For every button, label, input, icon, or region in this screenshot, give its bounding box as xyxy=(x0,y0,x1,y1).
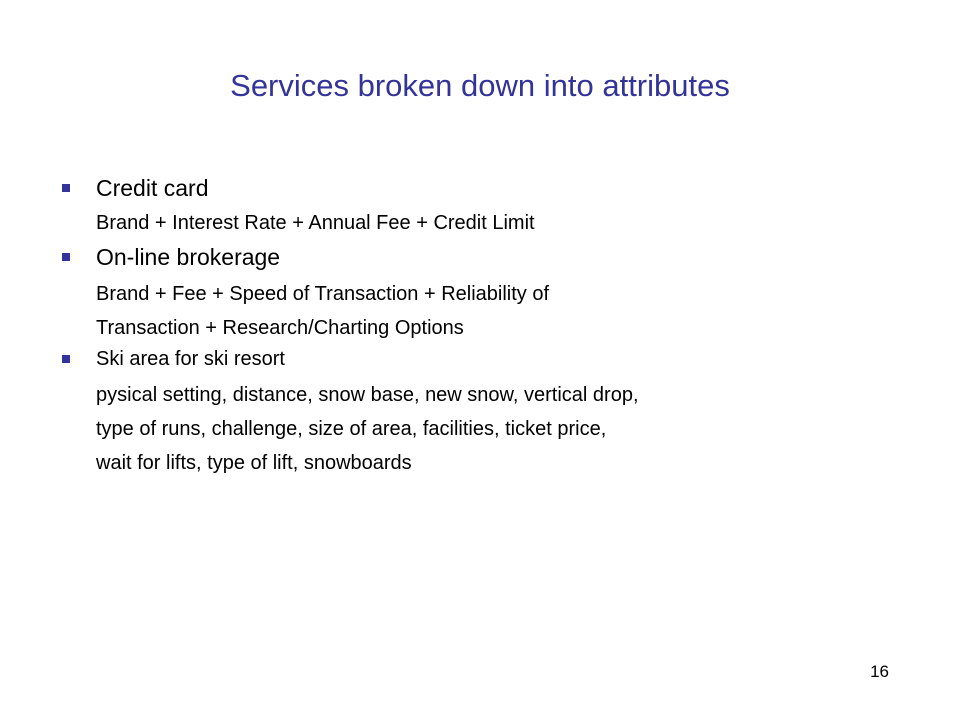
detail-line: Brand + Interest Rate + Annual Fee + Credit Limit xyxy=(96,212,535,234)
square-bullet-icon xyxy=(62,253,70,261)
detail-line: pysical setting, distance, snow base, new snow, vertical drop, xyxy=(96,384,639,406)
item-detail xyxy=(62,378,942,480)
page-number: 16 xyxy=(870,662,889,681)
item-label: On-line brokerage xyxy=(96,244,281,270)
square-bullet-icon xyxy=(62,355,70,363)
bullet-list xyxy=(62,172,942,480)
item-detail xyxy=(62,208,942,238)
detail-line: wait for lifts, type of lift, snowboards xyxy=(96,452,412,474)
item-label: Ski area for ski resort xyxy=(96,348,285,370)
list-item xyxy=(62,241,942,273)
item-label: Credit card xyxy=(96,175,209,201)
detail-line: Transaction + Research/Charting Options xyxy=(96,317,464,339)
detail-line: type of runs, challenge, size of area, facilities, ticket price, xyxy=(96,418,607,440)
square-bullet-icon xyxy=(62,184,70,192)
detail-line: Brand + Fee + Speed of Transaction + Reliability of xyxy=(96,283,550,305)
list-item xyxy=(62,172,942,204)
list-item xyxy=(62,345,942,374)
slide-title: Services broken down into attributes xyxy=(230,68,730,103)
item-detail xyxy=(62,277,942,345)
